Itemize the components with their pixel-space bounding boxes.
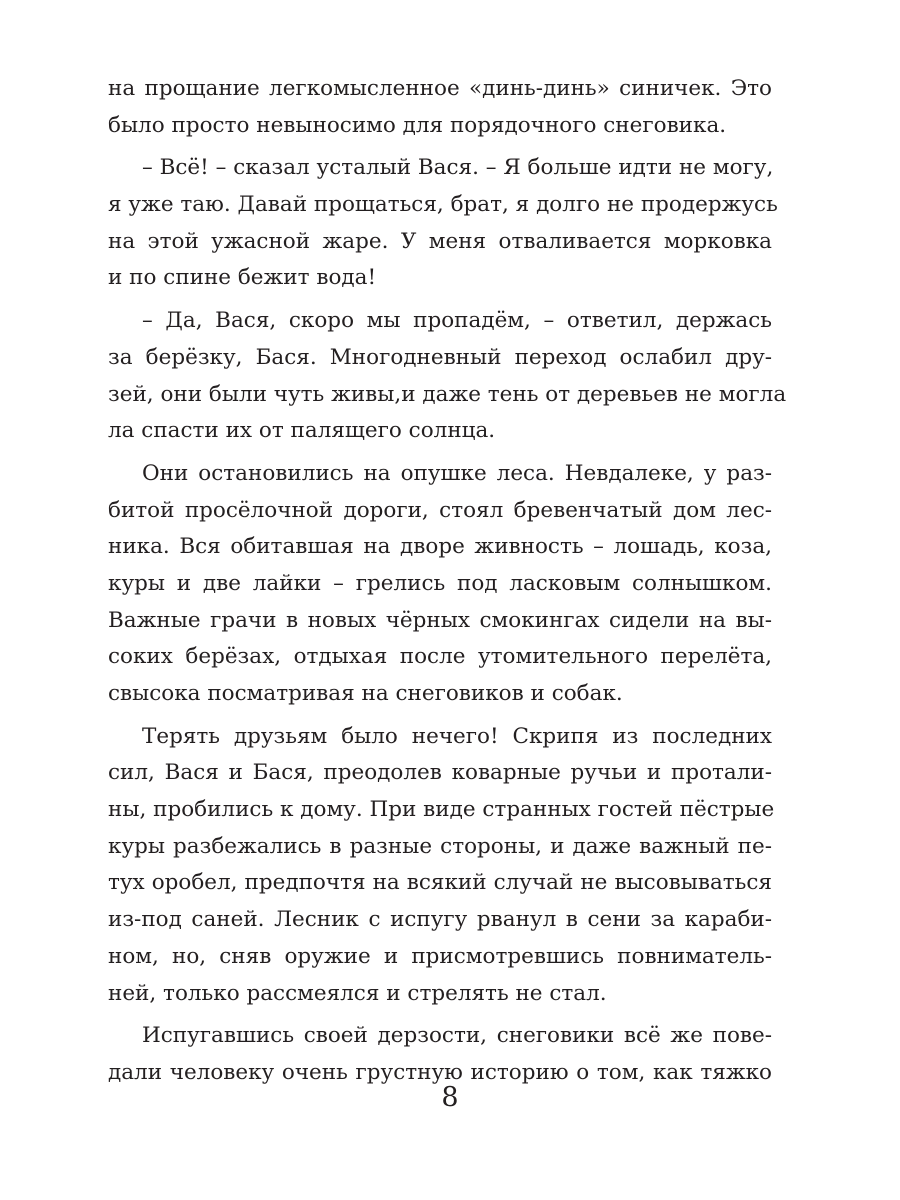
- text-line: я уже таю. Давай прощаться, брат, я долго не продержусь: [108, 192, 778, 218]
- text-line: тух оробел, предпочтя на всякий случай не высовываться: [108, 870, 772, 896]
- text-line: на этой ужасной жаре. У меня отваливается морковка: [108, 228, 772, 254]
- text-line: ника. Вся обитавшая на дворе живность – лошадь, коза,: [108, 534, 772, 560]
- text-line: соких берёзах, отдыхая после утомительного перелёта,: [108, 644, 772, 670]
- text-line: куры и две лайки – грелись под ласковым солнышком.: [108, 570, 772, 596]
- text-line: из-под саней. Лесник с испугу рванул в сени за караби-: [108, 907, 772, 933]
- text-line: куры разбежались в разные стороны, и даже важный пе-: [108, 833, 772, 859]
- text-line: сил, Вася и Бася, преодолев коварные ручьи и протали-: [108, 760, 772, 786]
- text-line: ла спасти их от палящего солнца.: [108, 418, 496, 444]
- paragraph-4: [108, 456, 772, 713]
- text-line: ней, только рассмеялся и стрелять не стал.: [108, 980, 607, 1006]
- text-line: Испугавшись своей дерзости, снеговики всё же пове-: [142, 1023, 772, 1049]
- text-line: ны, пробились к дому. При виде странных гостей пёстрые: [108, 797, 775, 823]
- text-line: было просто невыносимо для порядочного снеговика.: [108, 112, 727, 138]
- text-line: за берёзку, Бася. Многодневный переход ослабил дру-: [108, 344, 772, 370]
- text-line: Терять друзьям было нечего! Скрипя из последних: [142, 723, 772, 749]
- text-line: свысока посматривая на снеговиков и собак.: [108, 681, 623, 706]
- paragraph-5: [108, 719, 775, 1013]
- paragraph-6: [108, 1018, 772, 1091]
- text-line: на прощание легкомысленное «динь-динь» синичек. Это: [108, 76, 772, 101]
- text-line: – Да, Вася, скоро мы пропадём, – ответил, держась: [142, 308, 772, 334]
- text-line: ном, но, сняв оружие и присмотревшись повниматель-: [108, 943, 772, 969]
- text-line: зей, они были чуть живы,и даже тень от деревьев не могла: [108, 381, 787, 407]
- text-line: Они остановились на опушке леса. Невдалеке, у раз-: [142, 460, 772, 486]
- body-text: [108, 71, 787, 1098]
- text-line: – Всё! – сказал усталый Вася. – Я больше идти не могу,: [142, 155, 774, 181]
- text-line: и по спине бежит вода!: [108, 265, 377, 291]
- text-line: Важные грачи в новых чёрных смокингах сидели на вы-: [108, 607, 772, 633]
- text-line: дали человеку очень грустную историю о том, как тяжко: [108, 1059, 772, 1085]
- page-number: 8: [441, 1082, 459, 1113]
- paragraph-3: [108, 303, 787, 450]
- paragraph-1: [108, 71, 772, 144]
- paragraph-2: [108, 150, 778, 297]
- text-line: битой просёлочной дороги, стоял бревенчатый дом лес-: [108, 497, 772, 523]
